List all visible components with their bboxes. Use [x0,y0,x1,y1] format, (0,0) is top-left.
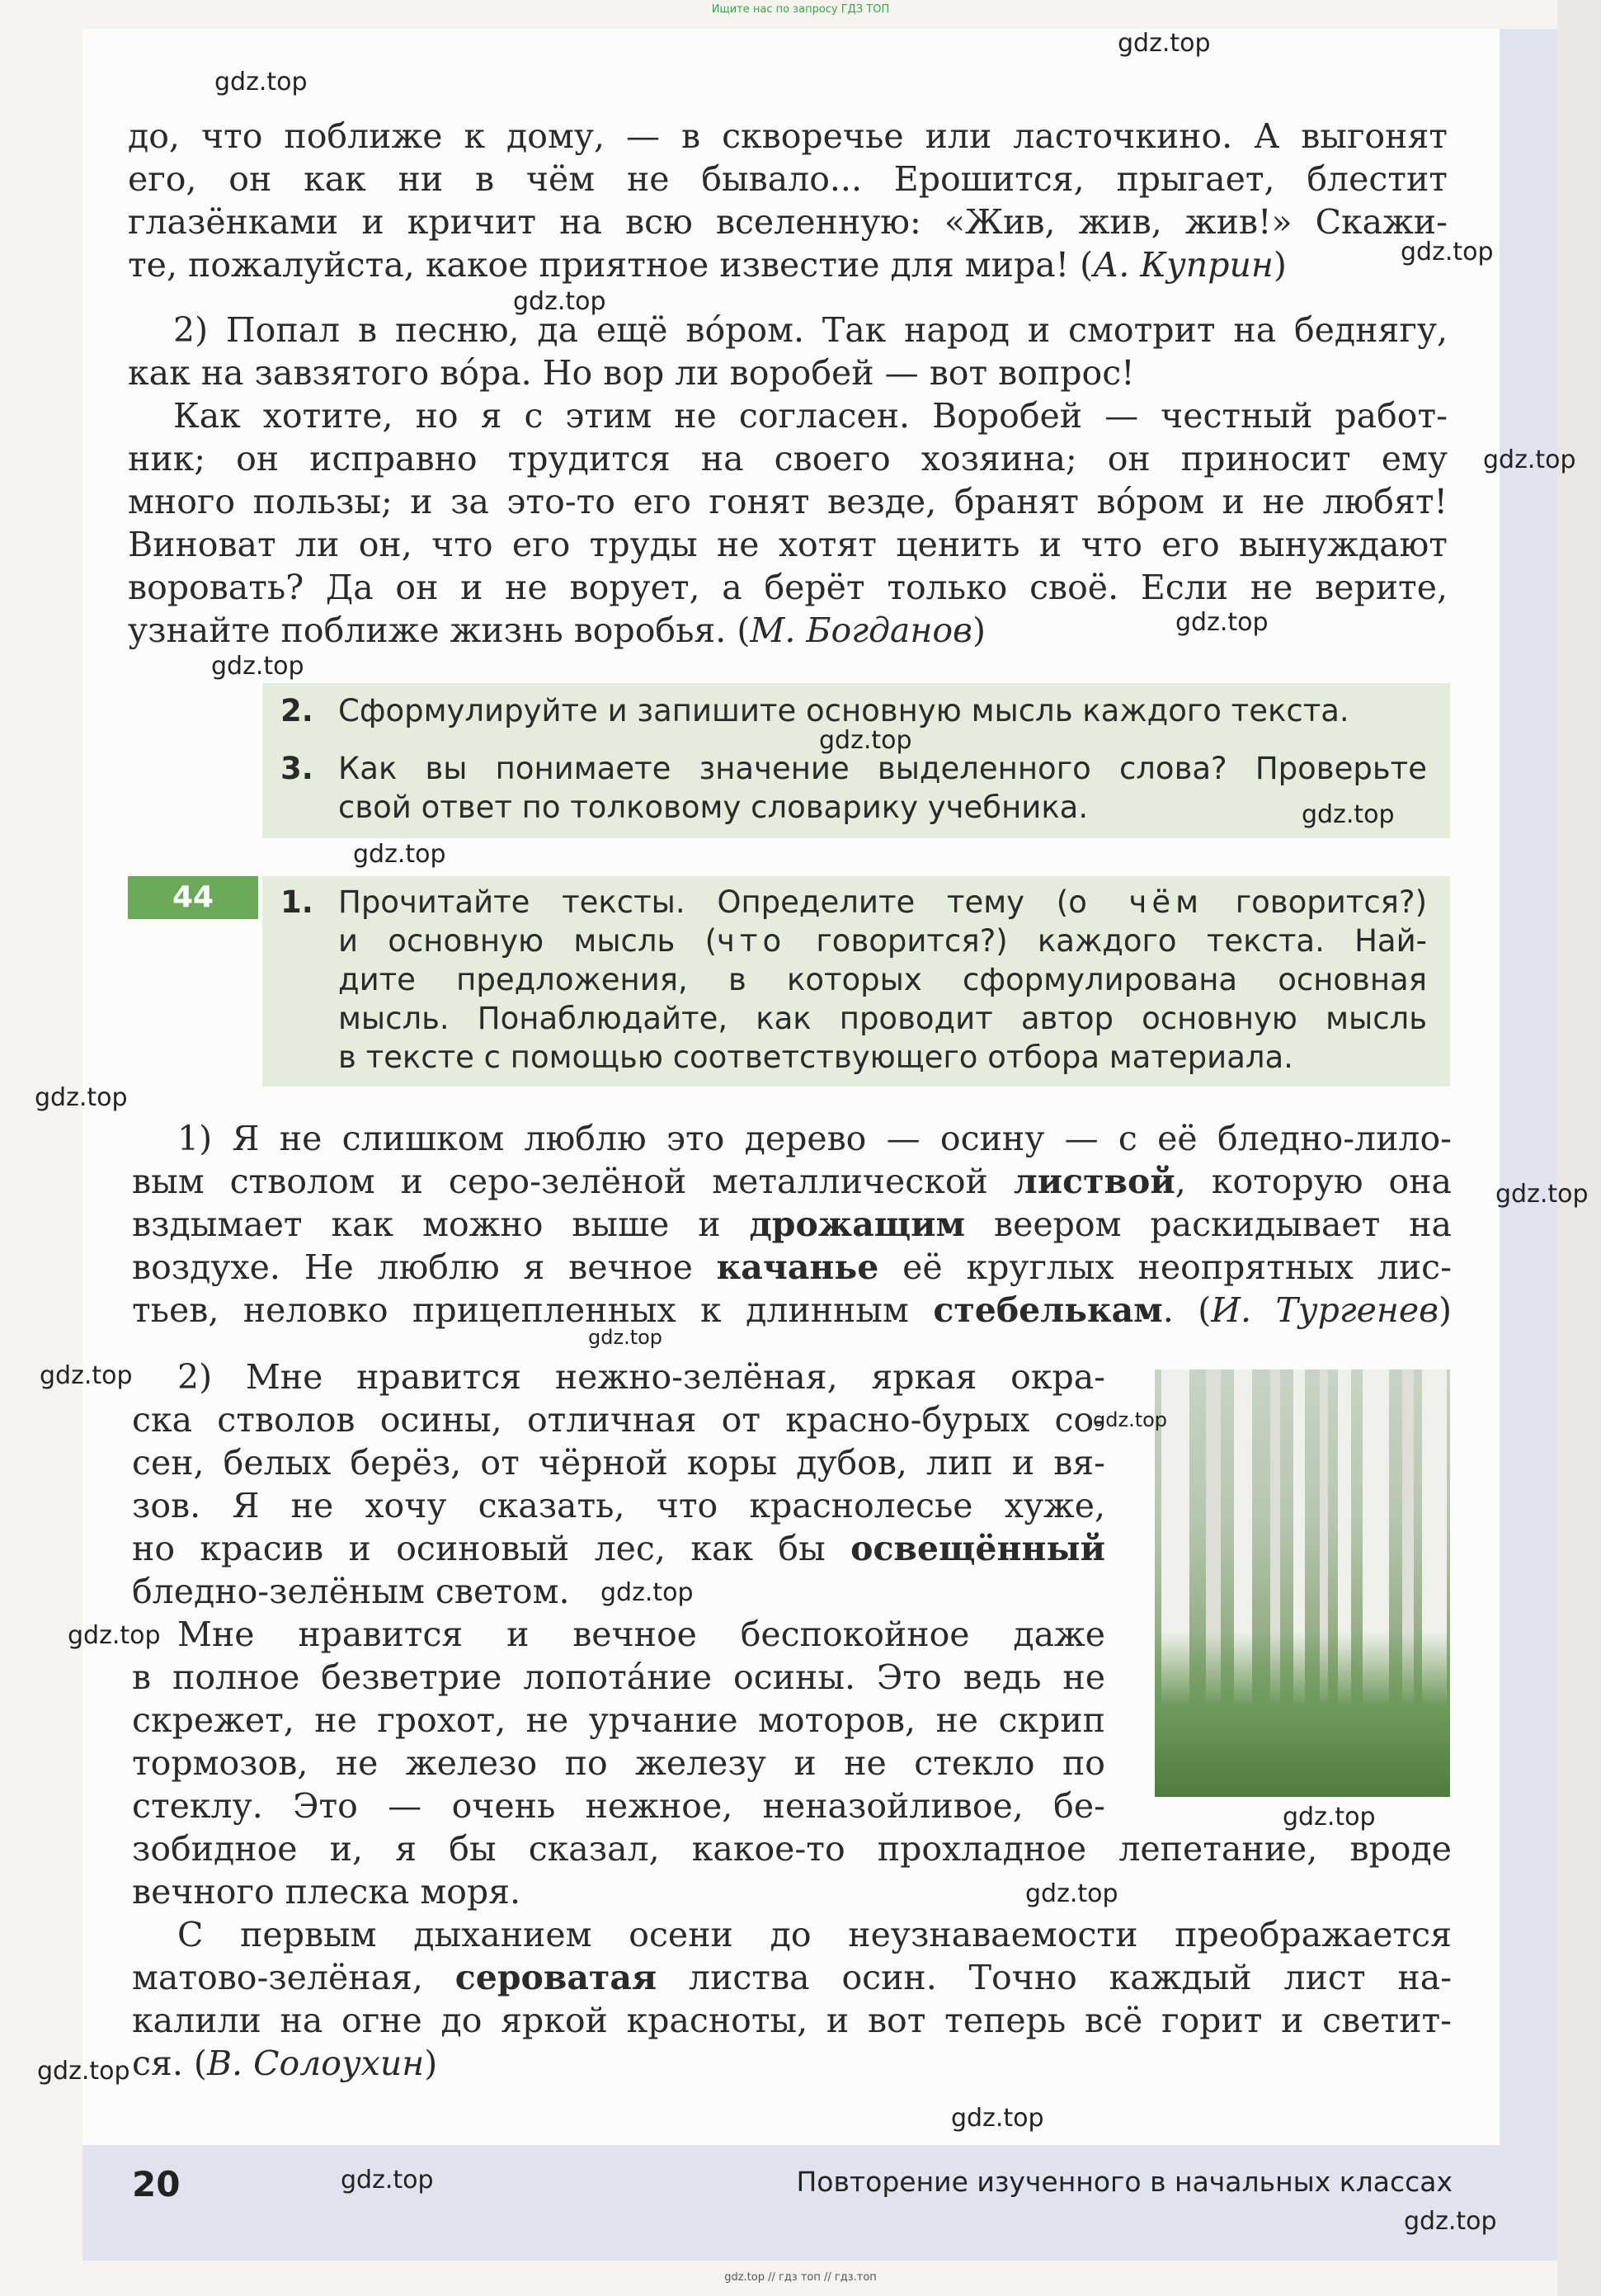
t44-2-line: тормозов, не железо по железу и не стекло по [132,1743,1105,1783]
watermark: gdz.top [1118,29,1211,58]
header-notice: Ищите нас по запросу ГДЗ ТОП [711,3,890,16]
task-text: Как вы понимаете значение выделенного слова? Проверьте [338,751,1427,786]
t44-2-line: стеклу. Это — очень нежное, неназойливое, бе- [132,1786,1105,1826]
task-number: 1. [280,884,313,920]
task-text: мысль. Понаблюдайте, как проводит автор основную мысль [338,1001,1427,1036]
text1-line: до, что поближе к дому, — в скворечье или ласточкино. А выгонят [128,116,1448,156]
text2-line: как на завзятого вóра. Но вор ли воробей — вот вопрос! [128,353,1135,393]
t44-2-line: но красив и осиновый лес, как бы освещённый [132,1529,1105,1568]
author-turgenev: И. Тургенев [1211,1290,1439,1330]
t44-2-line: скрежет, не грохот, не урчание моторов, не скрип [132,1700,1105,1740]
watermark: gdz.top [1495,1180,1589,1209]
t44-3-line: матово-зелёная, сероватая листва осин. Точно каждый лист на- [132,1958,1452,1997]
t44-2-line: бледно-зелёным светом. [132,1572,570,1611]
footer-notice: gdz.top // гдз топ // гдз.топ [724,2271,877,2284]
page-margin-band [1500,29,1557,2261]
watermark: gdz.top [40,1361,133,1390]
text2-line: 2) Попал в песню, да ещё вóром. Так народ и смотрит на беднягу, [173,310,1448,350]
t44-2-line: ска стволов осины, отличная от красно-бурых со- [132,1400,1105,1440]
watermark: gdz.top [211,652,304,681]
watermark: gdz.top [1404,2207,1497,2236]
task-text: в тексте с помощью соответствующего отбора материала. [338,1040,1293,1075]
watermark: gdz.top [1283,1803,1376,1832]
watermark: gdz.top [1401,238,1494,266]
task-43-3 [280,749,1427,827]
task-number: 2. [280,693,313,728]
t44-2-line: вечного плеска моря. [132,1872,521,1912]
t44-2-line: в полное безветрие лопотáние осины. Это ведь не [132,1657,1105,1697]
t44-3-line: ся. (В. Солоухин) [132,2044,438,2083]
author-kuprin: А. Куприн [1093,245,1274,285]
watermark: gdz.top [819,726,912,755]
task-text: и основную мысль (что говорится?) каждого текста. Най- [338,923,1427,959]
watermark: gdz.top [600,1578,694,1607]
author-bogdanov: М. Богданов [750,611,972,650]
watermark: gdz.top [1093,1408,1168,1431]
scan-edge [1557,0,1601,2296]
task-43-2 [280,691,1427,730]
watermark: gdz.top [341,2166,434,2195]
text2-line: узнайте поближе жизнь воробья. (М. Богданов) [128,611,986,650]
t44-2-line: зов. Я не хочу сказать, что краснолесье хуже, [132,1486,1105,1525]
task-44-1 [280,883,1427,1077]
text1-line: его, он как ни в чём не бывало... Ерошится, прыгает, блестит [128,159,1448,199]
watermark: gdz.top [1025,1879,1118,1908]
page-number: 20 [132,2164,181,2204]
watermark: gdz.top [35,1083,128,1112]
text1-line: те, пожалуйста, какое приятное известие для мира! (А. Куприн) [128,245,1287,285]
footer-band [82,2145,1500,2261]
text2-line: ник; он исправно трудится на своего хозяина; он приносит ему [128,439,1448,479]
task-text: Прочитайте тексты. Определите тему (о чём говорится?) [338,884,1428,920]
t44-3-line: калили на огне до яркой красноты, и вот теперь всё горит и светит- [132,2001,1452,2040]
t44-2-line: Мне нравится и вечное беспокойное даже [177,1615,1105,1654]
grass-undergrowth [1155,1632,1450,1797]
text2-line: воровать? Да он и не ворует, а берёт только своё. Если не верите, [128,568,1448,607]
watermark: gdz.top [513,287,606,316]
t44-1-line: 1) Я не слишком люблю это дерево — осину — с её бледно-лило- [177,1119,1452,1158]
t44-1-line: вым стволом и серо-зелёной металлической листвой, которую она [132,1162,1452,1201]
t44-3-line: С первым дыханием осени до неузнаваемости преображается [177,1915,1452,1954]
watermark: gdz.top [588,1326,663,1349]
watermark: gdz.top [1175,608,1269,637]
author-soloukhin: В. Солоухин [206,2044,425,2083]
task-text: дите предложения, в которых сформулирована основная [338,962,1427,997]
watermark: gdz.top [214,68,308,97]
watermark: gdz.top [353,840,446,869]
watermark: gdz.top [1483,446,1576,474]
task-number: 3. [280,751,313,786]
watermark: gdz.top [37,2057,130,2086]
t44-1-line: тьев, неловко прицепленных к длинным стебелькам. (И. Тургенев) [132,1290,1452,1330]
text2-line: Виноват ли он, что его труды не хотят ценить и что его вынуждают [128,525,1448,564]
exercise-number-badge: 44 [128,876,258,919]
section-title: Повторение изученного в начальных классах [796,2166,1453,2198]
watermark: gdz.top [68,1621,161,1650]
task-text: свой ответ по толковому словарику учебника. [338,790,1089,825]
text2-line: Как хотите, но я с этим не согласен. Воробей — честный работ- [173,396,1448,436]
text2-line: много пользы; и за это-то его гонят везде, бранят вóром и не любят! [128,482,1448,521]
t44-2-line: зобидное и, я бы сказал, какое-то прохладное лепетание, вроде [132,1829,1452,1869]
watermark: gdz.top [951,2104,1044,2133]
text1-line: глазёнками и кричит на всю вселенную: «Жив, жив, жив!» Скажи- [128,202,1448,242]
task-text: Сформулируйте и запишите основную мысль каждого текста. [338,693,1349,728]
t44-1-line: вздымает как можно выше и дрожащим веером раскидывает на [132,1205,1452,1244]
watermark: gdz.top [1302,800,1395,829]
t44-2-line: 2) Мне нравится нежно-зелёная, яркая окра- [177,1357,1105,1397]
t44-2-line: сен, белых берёз, от чёрной коры дубов, лип и вя- [132,1443,1105,1483]
aspen-forest-photo [1155,1370,1450,1797]
t44-1-line: воздухе. Не люблю я вечное качанье её круглых неопрятных лис- [132,1247,1452,1287]
